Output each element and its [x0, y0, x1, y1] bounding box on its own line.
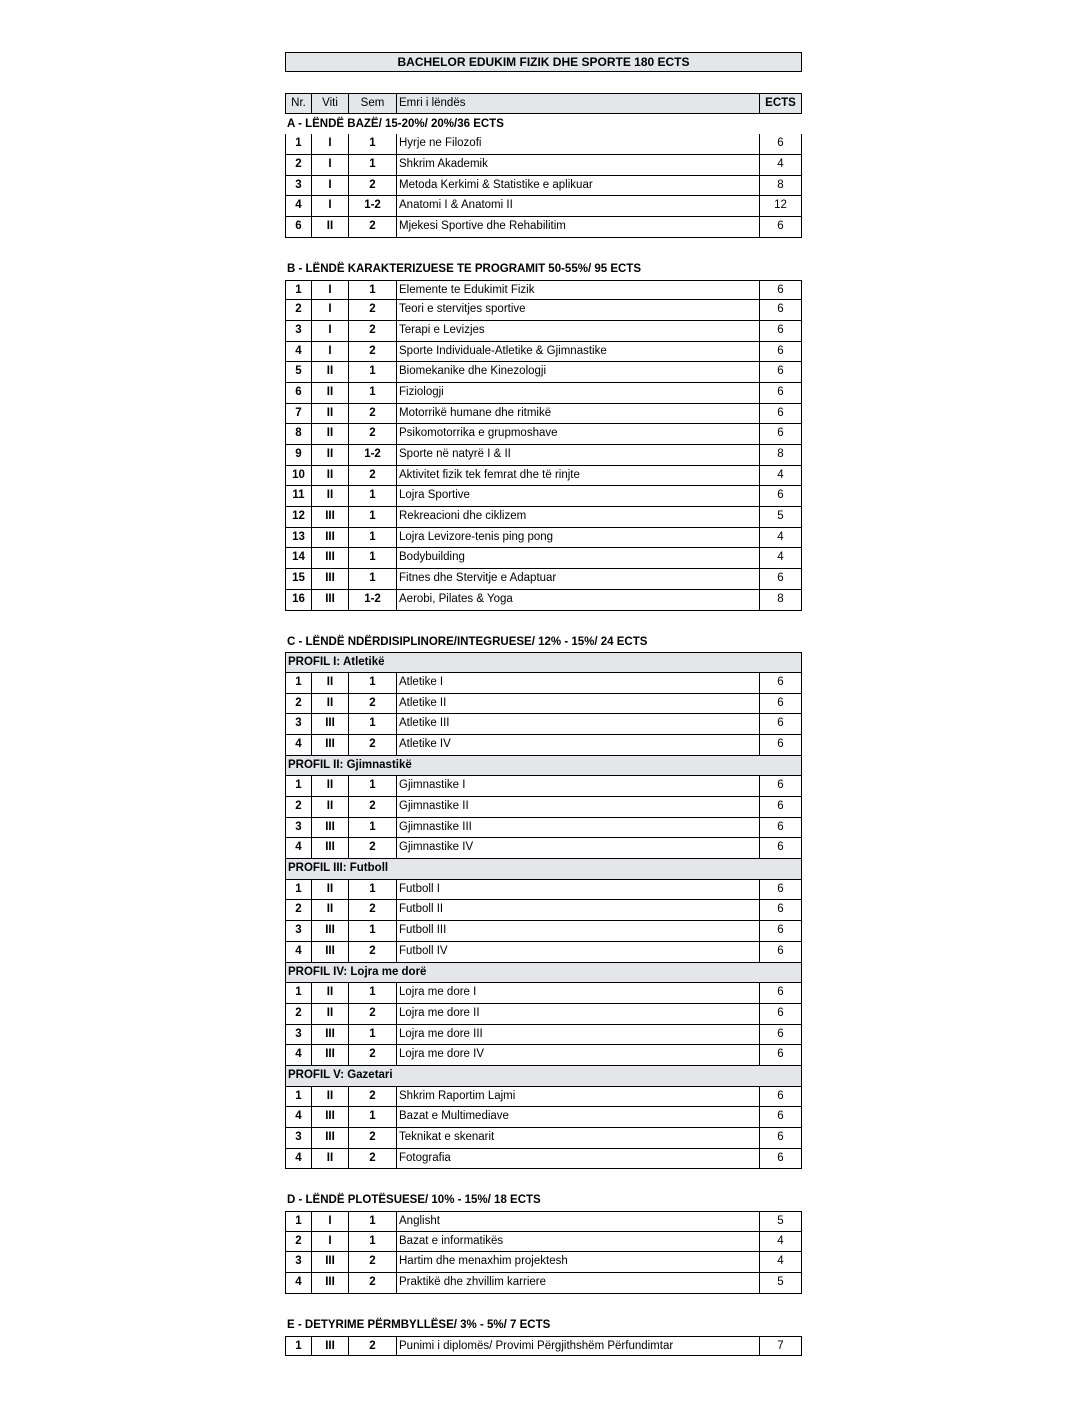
cell-sem: 2 [349, 342, 397, 362]
cell-viti: II [312, 776, 349, 796]
cell-course-name: Teori e stervitjes sportive [397, 300, 760, 320]
cell-nr: 1 [286, 880, 312, 900]
table-row [285, 445, 802, 466]
cell-course-name: Biomekanike dhe Kinezologji [397, 362, 760, 382]
cell-nr: 2 [286, 300, 312, 320]
cell-course-name: Gjimnastike IV [397, 838, 760, 858]
table-row [285, 424, 802, 445]
table-row [285, 1273, 802, 1294]
cell-ects: 5 [777, 510, 784, 523]
cell-course-name: Elemente te Edukimit Fizik [397, 281, 760, 300]
cell-viti: II [312, 383, 349, 403]
cell-course-name: Gjimnastike III [397, 818, 760, 838]
cell-course-name: Atletike III [397, 714, 760, 734]
cell-nr: 1 [286, 983, 312, 1003]
cell-course-name: Punimi i diplomës/ Provimi Përgjithshëm Përfundimtar [397, 1337, 760, 1356]
cell-sem: 2 [349, 1337, 397, 1356]
table-row [285, 362, 802, 383]
table-row [285, 735, 802, 756]
cell-viti: III [312, 1107, 349, 1127]
cell-course-name: Anglisht [397, 1212, 760, 1231]
cell-viti: I [312, 176, 349, 196]
table-header [285, 93, 802, 114]
cell-sem: 1-2 [349, 196, 397, 216]
table-row [285, 1336, 802, 1357]
cell-sem: 2 [349, 300, 397, 320]
cell-viti: I [312, 281, 349, 300]
cell-viti: II [312, 880, 349, 900]
table-row [285, 921, 802, 942]
cell-viti: II [312, 404, 349, 424]
table-row [285, 217, 802, 238]
cell-course-name: Lojra me dore IV [397, 1045, 760, 1065]
table-row [285, 590, 802, 611]
cell-viti: II [312, 486, 349, 506]
cell-sem: 2 [349, 1004, 397, 1024]
cell-viti: I [312, 155, 349, 175]
table-row [285, 548, 802, 569]
cell-course-name: Mjekesi Sportive dhe Rehabilitim [397, 217, 760, 237]
table-row [285, 1232, 802, 1253]
cell-ects: 4 [777, 1255, 784, 1268]
table-row [285, 818, 802, 839]
cell-viti: II [312, 694, 349, 714]
table-row [285, 528, 802, 549]
table-row [285, 569, 802, 590]
table-row [285, 466, 802, 487]
cell-sem: 2 [349, 942, 397, 962]
cell-viti: III [312, 1045, 349, 1065]
cell-nr: 4 [286, 1149, 312, 1169]
cell-nr: 12 [286, 507, 312, 527]
cell-nr: 11 [286, 486, 312, 506]
table-row [285, 280, 802, 301]
cell-sem: 1 [349, 155, 397, 175]
cell-viti: III [312, 1252, 349, 1272]
cell-sem: 1 [349, 714, 397, 734]
cell-nr: 8 [286, 424, 312, 444]
cell-ects: 6 [777, 137, 784, 150]
table-row [285, 155, 802, 176]
cell-sem: 2 [349, 217, 397, 237]
cell-nr: 2 [286, 1004, 312, 1024]
cell-ects: 6 [777, 303, 784, 316]
cell-sem: 2 [349, 1149, 397, 1169]
cell-nr: 3 [286, 714, 312, 734]
cell-nr: 1 [286, 134, 312, 154]
cell-viti: II [312, 900, 349, 920]
table-row [285, 673, 802, 694]
cell-course-name: Lojra me dore II [397, 1004, 760, 1024]
table-row [285, 776, 802, 797]
cell-sem: 2 [349, 404, 397, 424]
curriculum-document [285, 52, 802, 1356]
cell-nr: 3 [286, 1128, 312, 1148]
table-row [285, 300, 802, 321]
cell-viti: II [312, 445, 349, 465]
cell-course-name: Fiziologji [397, 383, 760, 403]
cell-viti: I [312, 1212, 349, 1231]
cell-viti: I [312, 342, 349, 362]
cell-nr: 4 [286, 838, 312, 858]
cell-sem: 1 [349, 1107, 397, 1127]
profile-title: PROFIL IV: Lojra me dorë [285, 963, 802, 984]
cell-sem: 1 [349, 507, 397, 527]
cell-nr: 2 [286, 694, 312, 714]
cell-nr: 2 [286, 1232, 312, 1252]
cell-ects: 6 [777, 365, 784, 378]
cell-sem: 1-2 [349, 445, 397, 465]
table-row [285, 983, 802, 1004]
cell-sem: 1-2 [349, 590, 397, 610]
cell-nr: 4 [286, 1273, 312, 1293]
table-row [285, 383, 802, 404]
section-title: B - LËNDË KARAKTERIZUESE TE PROGRAMIT 50-55%/ 95 ECTS [287, 262, 641, 275]
cell-sem: 1 [349, 1232, 397, 1252]
cell-course-name: Lojra Levizore-tenis ping pong [397, 528, 760, 548]
cell-sem: 2 [349, 900, 397, 920]
cell-sem: 1 [349, 134, 397, 154]
cell-ects: 6 [777, 385, 784, 398]
document-title: BACHELOR EDUKIM FIZIK DHE SPORTE 180 ECTS [285, 52, 802, 72]
table-row [285, 486, 802, 507]
cell-ects: 6 [777, 675, 784, 688]
cell-ects: 6 [777, 283, 784, 296]
table-row [285, 1107, 802, 1128]
cell-nr: 3 [286, 176, 312, 196]
section-title: D - LËNDË PLOTËSUESE/ 10% - 15%/ 18 ECTS [287, 1194, 541, 1207]
cell-ects: 6 [777, 1151, 784, 1164]
cell-viti: II [312, 217, 349, 237]
cell-ects: 6 [777, 903, 784, 916]
cell-ects: 12 [774, 199, 787, 212]
cell-course-name: Atletike II [397, 694, 760, 714]
cell-ects: 6 [777, 1089, 784, 1102]
cell-nr: 1 [286, 1337, 312, 1356]
cell-ects: 6 [777, 1006, 784, 1019]
cell-sem: 1 [349, 281, 397, 300]
cell-ects: 6 [777, 427, 784, 440]
table-row [285, 694, 802, 715]
cell-ects: 6 [777, 344, 784, 357]
cell-viti: III [312, 818, 349, 838]
cell-course-name: Hyrje ne Filozofi [397, 134, 760, 154]
cell-course-name: Futboll III [397, 921, 760, 941]
cell-nr: 2 [286, 900, 312, 920]
cell-sem: 1 [349, 983, 397, 1003]
cell-nr: 6 [286, 383, 312, 403]
cell-ects: 4 [777, 468, 784, 481]
table-row [285, 342, 802, 363]
cell-viti: III [312, 838, 349, 858]
table-row [285, 1252, 802, 1273]
cell-nr: 9 [286, 445, 312, 465]
cell-ects: 6 [777, 489, 784, 502]
table-row [285, 1045, 802, 1066]
cell-viti: II [312, 424, 349, 444]
cell-course-name: Metoda Kerkimi & Statistike e aplikuar [397, 176, 760, 196]
table-row [285, 900, 802, 921]
table-row [285, 838, 802, 859]
cell-nr: 3 [286, 1025, 312, 1045]
cell-ects: 5 [777, 1215, 784, 1228]
cell-course-name: Sporte në natyrë I & II [397, 445, 760, 465]
cell-ects: 8 [777, 178, 784, 191]
cell-course-name: Bodybuilding [397, 548, 760, 568]
header-name: Emri i lëndës [397, 94, 760, 113]
cell-nr: 2 [286, 797, 312, 817]
cell-nr: 1 [286, 776, 312, 796]
cell-sem: 1 [349, 673, 397, 693]
cell-sem: 1 [349, 1212, 397, 1231]
cell-viti: III [312, 590, 349, 610]
cell-ects: 6 [777, 800, 784, 812]
cell-nr: 7 [286, 404, 312, 424]
cell-ects: 5 [777, 1276, 784, 1289]
cell-ects: 6 [777, 944, 784, 957]
cell-viti: III [312, 735, 349, 755]
header-ects: ECTS [760, 94, 801, 113]
cell-viti: I [312, 300, 349, 320]
profile-title: PROFIL V: Gazetari [285, 1066, 802, 1087]
cell-viti: II [312, 1149, 349, 1169]
cell-sem: 2 [349, 466, 397, 486]
header-nr: Nr. [286, 94, 312, 113]
cell-nr: 3 [286, 921, 312, 941]
cell-nr: 1 [286, 1212, 312, 1231]
cell-nr: 5 [286, 362, 312, 382]
table-row [285, 176, 802, 197]
cell-viti: III [312, 528, 349, 548]
cell-sem: 2 [349, 1128, 397, 1148]
cell-course-name: Terapi e Levizjes [397, 321, 760, 341]
cell-nr: 4 [286, 1045, 312, 1065]
cell-course-name: Psikomotorrika e grupmoshave [397, 424, 760, 444]
cell-viti: III [312, 1273, 349, 1293]
header-sem: Sem [349, 94, 397, 113]
cell-viti: I [312, 196, 349, 216]
cell-course-name: Futboll IV [397, 942, 760, 962]
profile-title: PROFIL I: Atletikë [285, 652, 802, 673]
cell-nr: 1 [286, 1087, 312, 1107]
cell-ects: 6 [777, 1131, 784, 1143]
cell-course-name: Anatomi I & Anatomi II [397, 196, 760, 216]
cell-sem: 1 [349, 921, 397, 941]
cell-viti: I [312, 134, 349, 154]
cell-nr: 4 [286, 342, 312, 362]
cell-ects: 8 [777, 448, 784, 460]
cell-nr: 4 [286, 735, 312, 755]
cell-sem: 2 [349, 694, 397, 714]
cell-course-name: Shkrim Raportim Lajmi [397, 1087, 760, 1107]
cell-nr: 2 [286, 155, 312, 175]
cell-viti: I [312, 1232, 349, 1252]
cell-sem: 1 [349, 383, 397, 403]
cell-sem: 1 [349, 1025, 397, 1045]
cell-sem: 2 [349, 838, 397, 858]
cell-course-name: Fotografia [397, 1149, 760, 1169]
cell-viti: II [312, 673, 349, 693]
cell-ects: 4 [777, 551, 784, 564]
cell-course-name: Futboll II [397, 900, 760, 920]
cell-sem: 2 [349, 176, 397, 196]
table-row [285, 1087, 802, 1108]
cell-ects: 6 [777, 1048, 784, 1061]
cell-course-name: Praktikë dhe zhvillim karriere [397, 1273, 760, 1293]
cell-viti: III [312, 1337, 349, 1356]
cell-ects: 6 [777, 323, 784, 336]
section-title: E - DETYRIME PËRMBYLLËSE/ 3% - 5%/ 7 ECTS [287, 1318, 551, 1331]
cell-course-name: Motorrikë humane dhe ritmikë [397, 404, 760, 424]
table-row [285, 1211, 802, 1232]
cell-viti: II [312, 362, 349, 382]
cell-course-name: Atletike IV [397, 735, 760, 755]
cell-nr: 3 [286, 818, 312, 838]
table-row [285, 196, 802, 217]
section-title: C - LËNDË NDËRDISIPLINORE/INTEGRUESE/ 12% - 15%/ 24 ECTS [287, 635, 648, 648]
cell-viti: III [312, 942, 349, 962]
cell-course-name: Sporte Individuale-Atletike & Gjimnastike [397, 342, 760, 362]
course-sections [285, 114, 802, 1357]
cell-sem: 1 [349, 548, 397, 568]
cell-sem: 1 [349, 528, 397, 548]
cell-course-name: Lojra Sportive [397, 486, 760, 506]
cell-sem: 1 [349, 486, 397, 506]
cell-ects: 6 [777, 220, 784, 233]
table-row [285, 880, 802, 901]
cell-ects: 4 [777, 530, 784, 543]
table-row [285, 507, 802, 528]
cell-nr: 4 [286, 942, 312, 962]
cell-sem: 1 [349, 818, 397, 838]
cell-nr: 14 [286, 548, 312, 568]
cell-sem: 2 [349, 1252, 397, 1272]
cell-sem: 2 [349, 1087, 397, 1107]
cell-course-name: Fitnes dhe Stervitje e Adaptuar [397, 569, 760, 589]
cell-ects: 6 [777, 696, 784, 709]
cell-nr: 16 [286, 590, 312, 610]
cell-ects: 6 [777, 406, 784, 419]
cell-viti: III [312, 569, 349, 589]
profile-title: PROFIL II: Gjimnastikë [285, 756, 802, 777]
cell-sem: 1 [349, 569, 397, 589]
table-row [285, 404, 802, 425]
cell-nr: 15 [286, 569, 312, 589]
cell-sem: 2 [349, 321, 397, 341]
cell-viti: III [312, 1025, 349, 1045]
cell-viti: III [312, 507, 349, 527]
cell-viti: III [312, 921, 349, 941]
cell-sem: 2 [349, 797, 397, 817]
table-row [285, 1149, 802, 1170]
header-viti: Viti [312, 94, 349, 113]
table-row [285, 134, 802, 155]
cell-nr: 4 [286, 196, 312, 216]
cell-course-name: Bazat e Multimediave [397, 1107, 760, 1127]
cell-course-name: Gjimnastike II [397, 797, 760, 817]
cell-course-name: Aktivitet fizik tek femrat dhe të rinjte [397, 466, 760, 486]
cell-sem: 1 [349, 362, 397, 382]
cell-ects: 4 [777, 158, 784, 171]
cell-course-name: Teknikat e skenarit [397, 1128, 760, 1148]
cell-nr: 13 [286, 528, 312, 548]
cell-course-name: Aerobi, Pilates & Yoga [397, 590, 760, 610]
cell-sem: 2 [349, 735, 397, 755]
table-row [285, 797, 802, 818]
cell-viti: I [312, 321, 349, 341]
cell-nr: 3 [286, 321, 312, 341]
cell-nr: 10 [286, 466, 312, 486]
table-row [285, 714, 802, 735]
cell-nr: 4 [286, 1107, 312, 1127]
cell-ects: 6 [777, 737, 784, 750]
cell-viti: II [312, 466, 349, 486]
cell-ects: 6 [777, 820, 784, 833]
cell-nr: 1 [286, 673, 312, 693]
cell-course-name: Futboll I [397, 880, 760, 900]
cell-viti: II [312, 983, 349, 1003]
cell-ects: 6 [777, 924, 784, 937]
cell-course-name: Hartim dhe menaxhim projektesh [397, 1252, 760, 1272]
table-row [285, 1025, 802, 1046]
table-row [285, 321, 802, 342]
cell-ects: 8 [777, 592, 784, 605]
cell-sem: 2 [349, 1273, 397, 1293]
section-title: A - LËNDË BAZË/ 15-20%/ 20%/36 ECTS [287, 117, 504, 130]
cell-sem: 2 [349, 1045, 397, 1065]
cell-viti: II [312, 1087, 349, 1107]
cell-ects: 6 [777, 572, 784, 585]
cell-nr: 1 [286, 281, 312, 300]
cell-ects: 7 [777, 1339, 784, 1352]
cell-ects: 6 [777, 986, 784, 999]
cell-course-name: Rekreacioni dhe ciklizem [397, 507, 760, 527]
cell-sem: 1 [349, 776, 397, 796]
cell-sem: 2 [349, 424, 397, 444]
cell-viti: III [312, 548, 349, 568]
cell-nr: 3 [286, 1252, 312, 1272]
table-row [285, 1004, 802, 1025]
cell-course-name: Lojra me dore I [397, 983, 760, 1003]
cell-course-name: Lojra me dore III [397, 1025, 760, 1045]
table-row [285, 942, 802, 963]
cell-course-name: Shkrim Akademik [397, 155, 760, 175]
cell-course-name: Bazat e informatikës [397, 1232, 760, 1252]
cell-ects: 6 [777, 717, 784, 730]
cell-viti: II [312, 797, 349, 817]
cell-course-name: Gjimnastike I [397, 776, 760, 796]
cell-ects: 6 [777, 882, 784, 895]
cell-viti: III [312, 1128, 349, 1148]
cell-viti: II [312, 1004, 349, 1024]
cell-ects: 6 [777, 841, 784, 854]
cell-ects: 6 [777, 1110, 784, 1123]
table-row [285, 1128, 802, 1149]
cell-sem: 1 [349, 880, 397, 900]
cell-ects: 4 [777, 1234, 784, 1247]
cell-ects: 6 [777, 779, 784, 792]
cell-course-name: Atletike I [397, 673, 760, 693]
cell-nr: 6 [286, 217, 312, 237]
cell-viti: III [312, 714, 349, 734]
cell-ects: 6 [777, 1027, 784, 1040]
profile-title: PROFIL III: Futboll [285, 859, 802, 880]
